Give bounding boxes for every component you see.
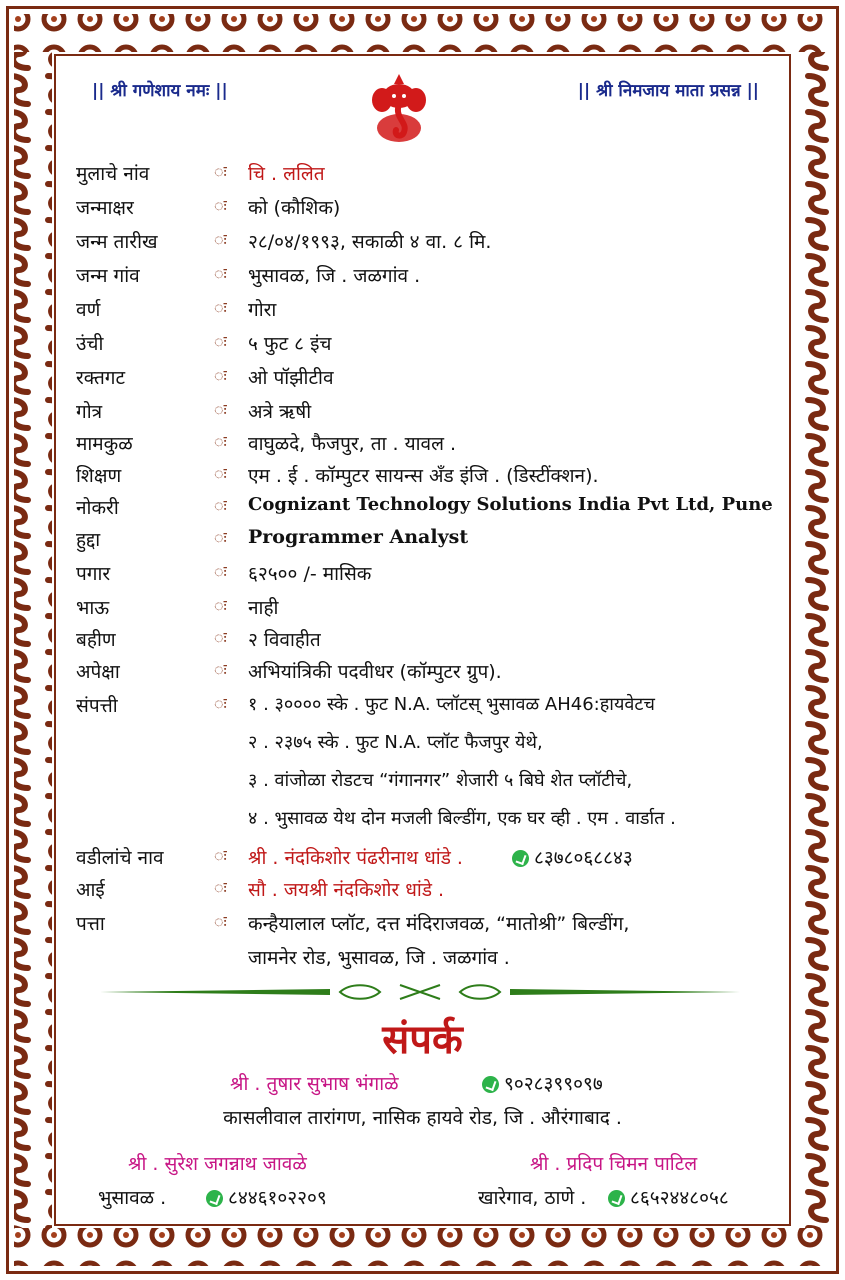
- detail-row-property: [76, 692, 786, 722]
- ganesh-icon: [364, 70, 434, 146]
- detail-label: मामकुळ: [76, 433, 133, 455]
- detail-value: वाघुळदे, फैजपुर, ता . यावल .: [248, 433, 457, 455]
- contact-left-name: श्री . सुरेश जगन्नाथ जावळे: [128, 1153, 307, 1175]
- detail-row-mother: [76, 876, 786, 906]
- detail-label: पगार: [76, 563, 111, 585]
- detail-value: भुसावळ, जि . जळगांव .: [248, 265, 421, 287]
- detail-row-address: [76, 910, 786, 940]
- father-phone: ८३७८०६८८४३: [534, 847, 633, 869]
- separator: ः: [214, 496, 227, 515]
- property-line-4: ४ . भुसावळ येथ दोन मजली बिल्डींग, एक घर व्ही . एम . वार्डात .: [248, 808, 676, 829]
- contact-heading: संपर्क: [382, 1017, 463, 1063]
- address-line-2: जामनेर रोड, भुसावळ, जि . जळगांव .: [248, 947, 510, 969]
- detail-label: उंची: [76, 333, 104, 355]
- detail-value: २८/०४/१९९३, सकाळी ४ वा. ८ मि.: [248, 231, 492, 253]
- detail-label: बहीण: [76, 629, 116, 651]
- detail-label: जन्म तारीख: [76, 231, 158, 253]
- detail-row-gotra: [76, 398, 786, 428]
- separator: ः: [214, 660, 227, 679]
- father-name: श्री . नंदकिशोर पंढरीनाथ धांडे .: [248, 847, 463, 869]
- separator: ः: [214, 912, 227, 931]
- detail-row-height: [76, 330, 786, 360]
- detail-value: Cognizant Technology Solutions India Pvt Ltd, Pune: [248, 494, 773, 515]
- whatsapp-icon: [482, 1076, 499, 1093]
- detail-row-designation: [76, 526, 786, 556]
- ornamental-divider: [100, 983, 740, 1001]
- contact-left-phone-group: [206, 1184, 327, 1210]
- detail-label: मुलाचे नांव: [76, 163, 150, 185]
- detail-row-birthplace: [76, 262, 786, 292]
- separator: ः: [214, 846, 227, 865]
- contact-right-place: खारेगाव, ठाणे .: [478, 1187, 587, 1209]
- detail-row-mamkul: [76, 430, 786, 460]
- header-left-blessing: || श्री गणेशाय नमः ||: [92, 81, 228, 101]
- detail-label: वडीलांचे नाव: [76, 847, 164, 869]
- separator: ः: [214, 596, 227, 615]
- detail-label: पत्ता: [76, 913, 105, 935]
- mother-name: सौ . जयश्री नंदकिशोर धांडे .: [248, 879, 445, 901]
- detail-value: को (कौशिक): [248, 197, 341, 219]
- detail-row-complexion: [76, 296, 786, 326]
- detail-value: २ विवाहीत: [248, 629, 321, 651]
- separator: ः: [214, 432, 227, 451]
- detail-row-job: [76, 494, 786, 524]
- separator: ः: [214, 162, 227, 181]
- contact-main-address: कासलीवाल तारांगण, नासिक हायवे रोड, जि . औरंगाबाद .: [223, 1107, 622, 1129]
- contact-right-name: श्री . प्रदिप चिमन पाटिल: [530, 1153, 698, 1175]
- detail-label: नोकरी: [76, 497, 119, 519]
- separator: ः: [214, 528, 227, 547]
- separator: ः: [214, 332, 227, 351]
- detail-value: १ . ३०००० स्के . फुट N.A. प्लॉटस् भुसावळ AH46:हायवेटच: [248, 694, 655, 715]
- detail-label: गोत्र: [76, 401, 103, 423]
- detail-row-name: [76, 160, 786, 190]
- contact-left-phone: ८४४६१०२२०९: [228, 1187, 327, 1209]
- detail-row-janmakshar: [76, 194, 786, 224]
- detail-row-expectation: [76, 658, 786, 688]
- detail-value: नाही: [248, 597, 279, 619]
- detail-row-father: [76, 844, 786, 874]
- detail-label: हुद्दा: [76, 529, 101, 551]
- detail-row-education: [76, 462, 786, 492]
- detail-row-salary: [76, 560, 786, 590]
- detail-label: रक्तगट: [76, 367, 126, 389]
- separator: ः: [214, 628, 227, 647]
- separator: ः: [214, 366, 227, 385]
- header-right-blessing: || श्री निमजाय माता प्रसन्न ||: [577, 81, 759, 101]
- detail-row-brother: [76, 594, 786, 624]
- detail-value: ओ पॉझीटीव: [248, 367, 334, 389]
- detail-value: चि . ललित: [248, 163, 325, 185]
- detail-label: संपत्ती: [76, 695, 118, 717]
- detail-label: शिक्षण: [76, 465, 122, 487]
- contact-right-phone-group: [608, 1184, 729, 1210]
- contact-main-phone: ९०२८३९९०९७: [504, 1073, 603, 1095]
- detail-value: ५ फुट ८ इंच: [248, 333, 332, 355]
- separator: ः: [214, 230, 227, 249]
- detail-value: Programmer Analyst: [248, 526, 469, 548]
- detail-value: गोरा: [248, 299, 277, 321]
- contact-right-phone: ८६५२४४८०५८: [630, 1187, 729, 1209]
- address-line-1: कन्हैयालाल प्लॉट, दत्त मंदिराजवळ, “मातोश्री” बिल्डींग,: [248, 913, 630, 935]
- contact-left-place: भुसावळ .: [98, 1187, 167, 1209]
- separator: ः: [214, 694, 227, 713]
- separator: ः: [214, 562, 227, 581]
- whatsapp-icon: [512, 850, 529, 867]
- father-phone-group: [512, 844, 633, 870]
- separator: ः: [214, 196, 227, 215]
- detail-value: अभियांत्रिकी पदवीधर (कॉम्पुटर ग्रुप).: [248, 661, 502, 683]
- separator: ः: [214, 464, 227, 483]
- detail-label: जन्माक्षर: [76, 197, 134, 219]
- detail-label: भाऊ: [76, 597, 110, 619]
- whatsapp-icon: [608, 1190, 625, 1207]
- separator: ः: [214, 264, 227, 283]
- detail-label: अपेक्षा: [76, 661, 120, 683]
- contact-main-phone-group: [482, 1070, 603, 1096]
- detail-row-bloodgroup: [76, 364, 786, 394]
- detail-value: अत्रे ऋषी: [248, 401, 312, 423]
- detail-label: वर्ण: [76, 299, 101, 321]
- detail-label: जन्म गांव: [76, 265, 140, 287]
- detail-value: एम . ई . कॉम्पुटर सायन्स ॲंड इंजि . (डिस्टींक्शन).: [248, 465, 599, 487]
- property-line-2: २ . २३७५ स्के . फुट N.A. प्लॉट फैजपुर येथे,: [248, 732, 543, 753]
- separator: ः: [214, 878, 227, 897]
- detail-label: आई: [76, 879, 105, 901]
- detail-value: ६२५०० /- मासिक: [248, 563, 372, 585]
- separator: ः: [214, 298, 227, 317]
- contact-main-name: श्री . तुषार सुभाष भंगाळे: [230, 1073, 399, 1095]
- detail-row-sister: [76, 626, 786, 656]
- detail-row-birthdate: [76, 228, 786, 258]
- whatsapp-icon: [206, 1190, 223, 1207]
- property-line-3: ३ . वांजोळा रोडटच “गंगानगर” शेजारी ५ बिघे शेत प्लॉटीचे,: [248, 770, 633, 791]
- separator: ः: [214, 400, 227, 419]
